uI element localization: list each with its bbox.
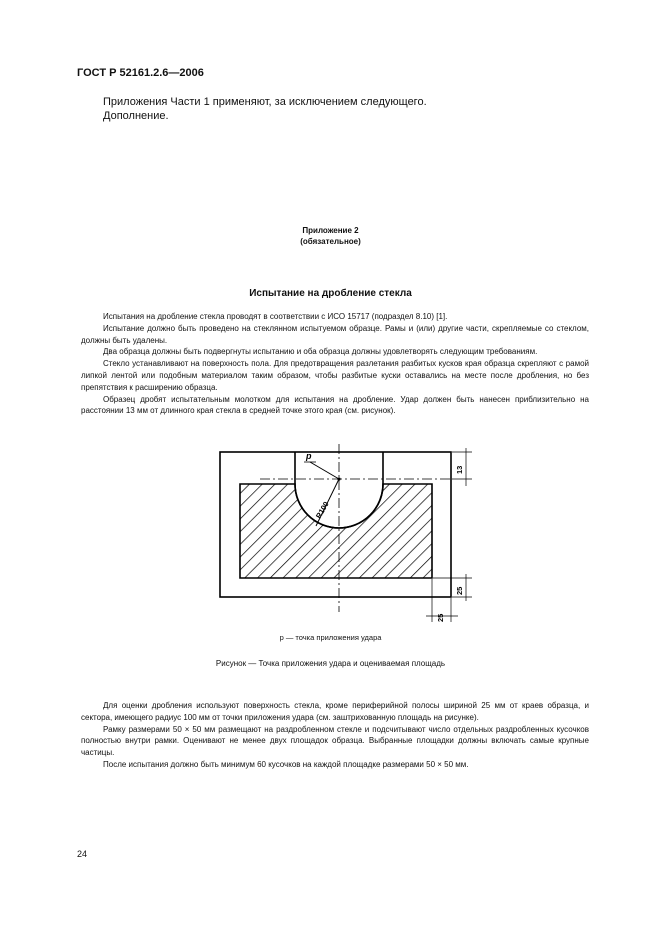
paragraph: Два образца должны быть подвергнуты испытанию и оба образца должны удовлетворять следующим требованиям. bbox=[103, 347, 538, 357]
figure-legend: p — точка приложения удара bbox=[279, 633, 382, 642]
impact-diagram bbox=[200, 444, 480, 629]
paragraph: Стекло устанавливают на поверхность пола. Для предотвращения разлетания разбитых кусков края образца скрепляют с рамой липкой лентой или подобным материалом таким образом, чтобы разбитые куски оставались на месте после дробления, но без препятствия к расширению образца. bbox=[81, 359, 589, 392]
dimension-25-bottom-label: 25 bbox=[455, 586, 464, 595]
page-number: 24 bbox=[77, 849, 88, 859]
paragraphs-bottom bbox=[81, 700, 589, 771]
paragraph: Испытания на дробление стекла проводят в соответствии с ИСО 15717 (подраздел 8.10) [1]. bbox=[103, 312, 448, 321]
impact-point-label: p bbox=[306, 451, 312, 461]
paragraph: После испытания должно быть минимум 60 кусочков на каждой площадке размерами 50 × 50 мм. bbox=[103, 759, 469, 769]
paragraph: Рамку размерами 50 × 50 мм размещают на раздробленном стекле и подсчитывают число отдельных раздробленных кусочков полностью внутри рамки. Оценивают не менее двух площадок образца. Выбранные площадки должны включать самые крупные частицы. bbox=[81, 724, 589, 758]
hatched-area bbox=[240, 484, 432, 578]
paragraph: Образец дробят испытательным молотком для испытания на дробление. Удар должен быть нанесен приблизительно на расстоянии 13 мм от длинного края стекла в средней точке этого края (см. рисунок). bbox=[81, 394, 589, 416]
dimension-13-label: 13 bbox=[455, 465, 464, 474]
radius-label: R100 bbox=[313, 499, 331, 520]
appendix-title: Приложение 2 bbox=[302, 226, 359, 235]
intro-line-2: Дополнение. bbox=[103, 110, 169, 122]
figure-caption: Рисунок — Точка приложения удара и оцениваемая площадь bbox=[215, 659, 446, 668]
intro-line-1: Приложения Части 1 применяют, за исключением следующего. bbox=[103, 96, 427, 108]
paragraphs-top bbox=[81, 311, 589, 417]
paragraph: Испытание должно быть проведено на стеклянном испытуемом образце. Рамы и (или) другие части, скрепляемые со стеклом, должны быть удалены. bbox=[81, 323, 589, 345]
section-title: Испытание на дробление стекла bbox=[249, 288, 412, 299]
document-header: ГОСТ Р 52161.2.6—2006 bbox=[77, 67, 204, 79]
paragraph: Для оценки дробления используют поверхность стекла, кроме периферийной полосы шириной 25 мм от краев образца, и сектора, имеющего радиус 100 мм от точки приложения удара (см. заштрихованную площадь на рисунке). bbox=[81, 701, 589, 722]
dimension-25-side-label: 25 bbox=[436, 613, 445, 622]
appendix-subtitle: (обязательное) bbox=[300, 237, 361, 246]
impact-point-marker bbox=[304, 462, 341, 481]
